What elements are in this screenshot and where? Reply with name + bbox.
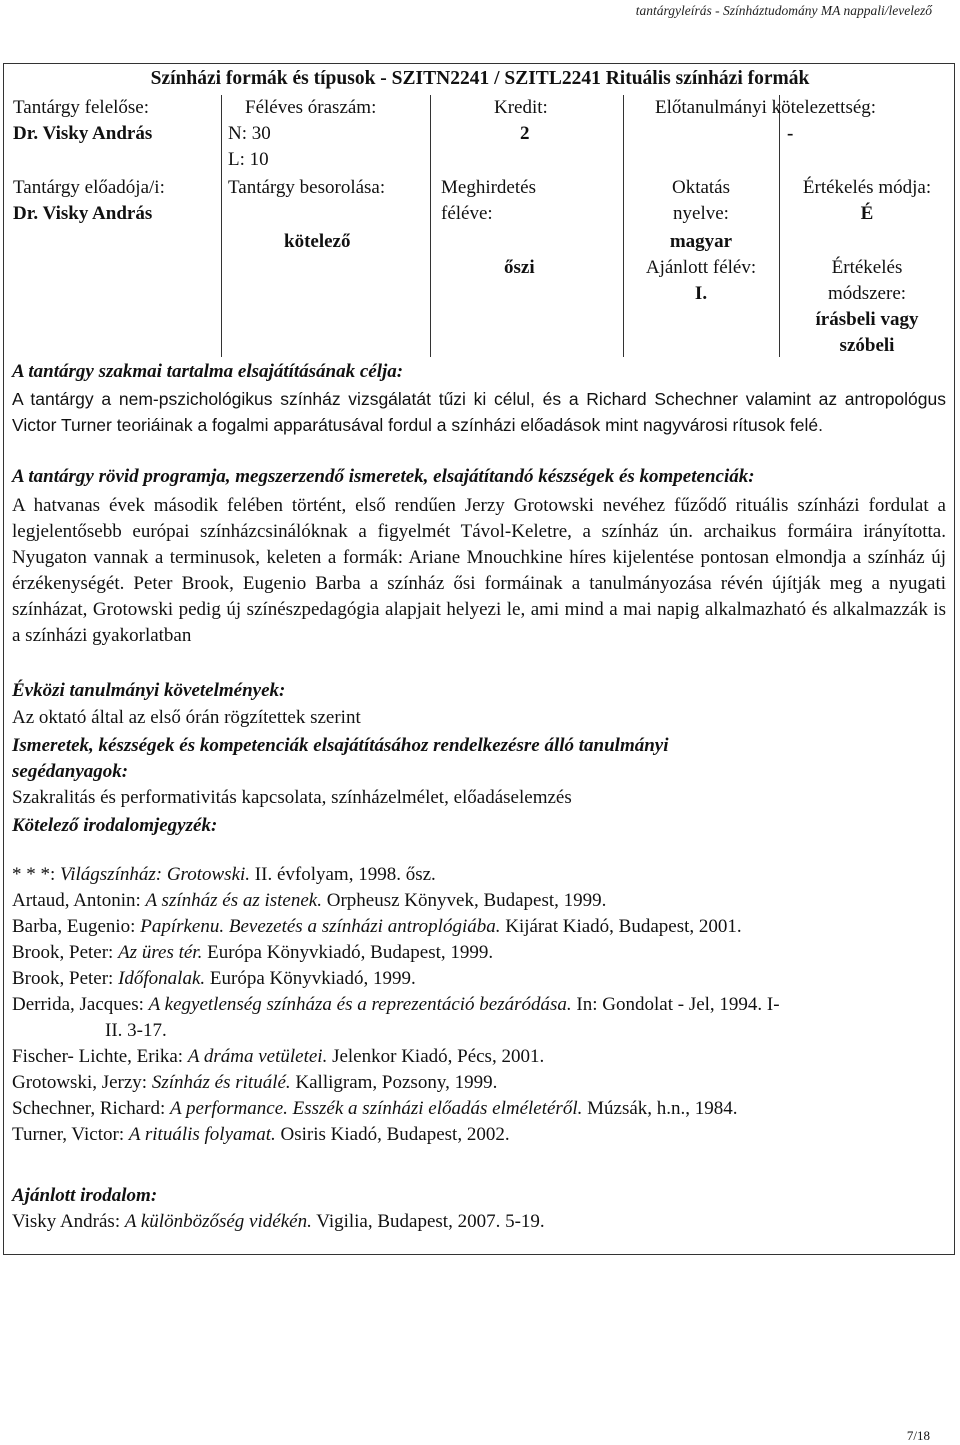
segedanyag-heading-2: segédanyagok:	[12, 761, 129, 782]
bibliography-entry	[12, 940, 493, 966]
entry-publication: Osiris Kiadó, Budapest, 2002.	[275, 1124, 510, 1145]
entry-title: Az üres tér.	[118, 942, 203, 963]
entry-publication: Múzsák, h.n., 1984.	[582, 1098, 738, 1119]
bibliography-entry	[12, 1122, 510, 1148]
entry-title: A különbözőség vidékén.	[124, 1211, 312, 1232]
kotelezo-heading: Kötelező irodalomjegyzék:	[12, 815, 218, 836]
ajanlott-felev-value: I.	[694, 283, 708, 304]
entry-publication: Kalligram, Pozsony, 1999.	[290, 1072, 498, 1093]
segedanyag-text: Szakralitás és performativitás kapcsolata, színházelmélet, előadáselemzés	[12, 787, 572, 808]
entry-publication: II. 3-17.	[105, 1020, 167, 1041]
entry-author: Grotowski, Jerzy:	[12, 1072, 152, 1093]
program-heading: A tantárgy rövid programja, megszerzendő ismeretek, elsajátítandó készségek és kompetenciák:	[12, 466, 755, 487]
entry-author: Derrida, Jacques:	[12, 994, 149, 1015]
eloado-label: Tantárgy előadója/i:	[13, 177, 165, 198]
kredit-value: 2	[520, 123, 530, 144]
entry-publication: Kijárat Kiadó, Budapest, 2001.	[500, 916, 742, 937]
ertekeles-modja-value: É	[860, 203, 874, 224]
bibliography-entry	[12, 914, 742, 940]
ertekeles-modja-label: Értékelés módja:	[802, 177, 932, 198]
page-number: 7/18	[906, 1428, 930, 1443]
bibliography-entry	[12, 1096, 738, 1122]
entry-author: Schechner, Richard:	[12, 1098, 171, 1119]
grid-divider	[221, 95, 222, 357]
bibliography-entry	[12, 1209, 545, 1235]
elotanulmany-label: Előtanulmányi kötelezettség:	[655, 97, 877, 118]
entry-author: Brook, Peter:	[12, 942, 119, 963]
felelos-value: Dr. Visky András	[13, 123, 153, 144]
entry-publication: Orpheusz Könyvek, Budapest, 1999.	[321, 890, 607, 911]
entry-title: A rituális folyamat.	[128, 1124, 276, 1145]
entry-title: A színház és az istenek.	[145, 890, 322, 911]
besorolas-label: Tantárgy besorolása:	[228, 177, 386, 198]
bibliography-entry	[12, 862, 436, 888]
ajanlott-heading: Ajánlott irodalom:	[12, 1185, 158, 1206]
kredit-label: Kredit:	[494, 97, 548, 118]
oktatas-label-2: nyelve:	[673, 203, 729, 224]
ertekeles-modszere-value-2: szóbeli	[839, 335, 895, 356]
segedanyag-heading-1: Ismeretek, készségek és kompetenciák elsajátításához rendelkezésre álló tanulmányi	[12, 735, 669, 756]
entry-publication: Európa Könyvkiadó, 1999.	[205, 968, 416, 989]
oraszam-label: Féléves óraszám:	[245, 97, 377, 118]
program-text: A hatvanas évek második felében történt, első rendűen Jerzy Grotowski nevéhez fűződő rituális színházi fordulat a legjelentősebb európai színházcsinálóknak a figyelmét Távol-Keletre, a színház ún. archaikus formáira irányította. Nyugaton vannak a terminusok, keleten a formák: Ariane Mnouchkine híres kijelentése pontosan elmondja a színház új érzékenységét. Peter Brook, Eugenio Barba a színház ősi formáinak a tanulmányozása révén újítják meg a nyugati színházat, Grotowski pedig új színészpedagógia alapjait helyezi le, ami mind a mai napig alkalmazható és alkalmazzák is a színházi gyakorlatban	[12, 495, 946, 646]
grid-divider	[430, 95, 431, 357]
entry-author: Barba, Eugenio:	[12, 916, 141, 937]
entry-title: Papírkenu. Bevezetés a színházi antroplógiába.	[140, 916, 501, 937]
ertekeles-modszere-label-1: Értékelés	[831, 257, 903, 278]
bibliography-entry	[12, 1070, 497, 1096]
entry-author: * * *:	[12, 864, 61, 885]
entry-publication: Vigilia, Budapest, 2007. 5-19.	[311, 1211, 545, 1232]
evkozi-text: Az oktató által az első órán rögzítettek szerint	[12, 707, 361, 728]
bibliography-entry	[105, 1018, 167, 1044]
eloado-value: Dr. Visky András	[13, 203, 153, 224]
entry-title: A dráma vetületei.	[187, 1046, 328, 1067]
ajanlott-felev-label: Ajánlott félév:	[645, 257, 757, 278]
meghirdetes-label-2: féléve:	[441, 203, 493, 224]
entry-title: Időfonalak.	[118, 968, 206, 989]
bibliography-entry	[12, 888, 606, 914]
elotanulmany-value: -	[787, 123, 794, 144]
entry-title: Színház és rituálé.	[151, 1072, 291, 1093]
cel-heading: A tantárgy szakmai tartalma elsajátításának célja:	[12, 361, 404, 382]
entry-publication: Jelenkor Kiadó, Pécs, 2001.	[327, 1046, 545, 1067]
entry-publication: II. évfolyam, 1998. ősz.	[250, 864, 436, 885]
running-header: tantárgyleírás - Színháztudomány MA nappali/levelező	[635, 3, 932, 18]
ertekeles-modszere-value-1: írásbeli vagy	[815, 309, 919, 330]
entry-author: Turner, Victor:	[12, 1124, 129, 1145]
entry-title: Világszínház: Grotowski.	[60, 864, 251, 885]
entry-author: Artaud, Antonin:	[12, 890, 146, 911]
course-title: Színházi formák és típusok - SZITN2241 / SZITL2241 Rituális színházi formák	[150, 68, 810, 89]
bibliography-entry	[12, 992, 780, 1018]
entry-publication: In: Gondolat - Jel, 1994. I-	[571, 994, 780, 1015]
oraszam-n: N: 30	[228, 123, 271, 144]
felelos-label: Tantárgy felelőse:	[13, 97, 150, 118]
besorolas-value: kötelező	[284, 231, 351, 252]
cel-text: A tantárgy a nem-pszichológikus színház vizsgálatát tűzi ki célul, és a Richard Schechner valamint az antropológus Victor Turner teoriáinak a fogalmi apparátusával fordul a színházi előadások mint nagyvárosi rítusok felé.	[12, 389, 946, 435]
entry-author: Visky András:	[12, 1211, 125, 1232]
ertekeles-modszere-label-2: módszere:	[827, 283, 907, 304]
bibliography-entry	[12, 966, 416, 992]
bibliography-entry	[12, 1044, 544, 1070]
meghirdetes-value: őszi	[504, 257, 535, 278]
evkozi-heading: Évközi tanulmányi követelmények:	[12, 680, 286, 701]
entry-author: Brook, Peter:	[12, 968, 119, 989]
meghirdetes-label-1: Meghirdetés	[441, 177, 536, 198]
entry-author: Fischer- Lichte, Erika:	[12, 1046, 188, 1067]
oktatas-label-1: Oktatás	[671, 177, 731, 198]
oraszam-l: L: 10	[228, 149, 269, 170]
entry-publication: Európa Könyvkiadó, Budapest, 1999.	[202, 942, 494, 963]
entry-title: A kegyetlenség színháza és a reprezentáció bezáródása.	[148, 994, 572, 1015]
entry-title: A performance. Esszék a színházi előadás elméletéről.	[170, 1098, 583, 1119]
oktatas-value: magyar	[669, 231, 733, 252]
